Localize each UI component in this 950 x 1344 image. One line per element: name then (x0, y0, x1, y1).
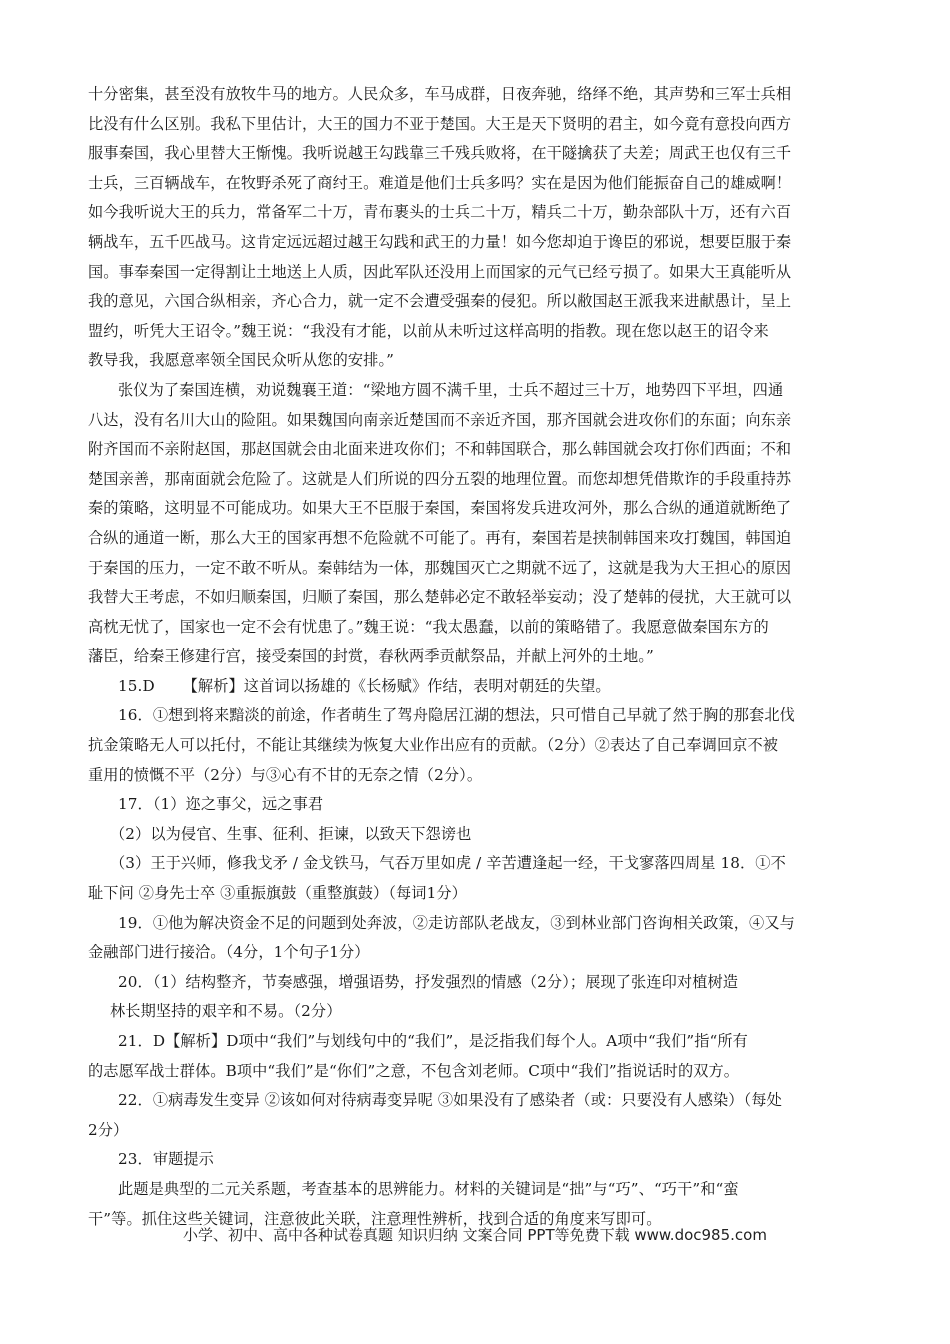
text-line: 张仪为了秦国连横，劝说魏襄王道：“梁地方圆不满千里，士兵不超过三十万，地势四下平坦，四通 (118, 380, 784, 399)
text-line: 20．（1）结构整齐，节奏感强，增强语势，抒发强烈的情感（2分）；展现了张连印对植树造 (118, 972, 739, 991)
text-line: 楚国亲善，那南面就会危险了。这就是人们所说的四分五裂的地理位置。而您却想凭借欺诈的手段重持苏 (88, 469, 792, 488)
text-line: 林长期坚持的艰辛和不易。（2分） (110, 1002, 342, 1021)
text-line: 十分密集，甚至没有放牧牛马的地方。人民众多，车马成群，日夜奔驰，络绎不绝，其声势和三军士兵相 (88, 85, 792, 103)
text-line: 金融部门进行接洽。（4分，1个句子1分） (88, 943, 370, 962)
text-line: （2）以为侵官、生事、征利、拒谏，以致天下怨谤也 (110, 824, 472, 843)
text-line: 19．①他为解决资金不足的问题到处奔波，②走访部队老战友，③到林业部门咨询相关政策，④又与 (118, 913, 795, 932)
text-line: 比没有什么区别。我私下里估计，大王的国力不亚于楚国。大王是天下贤明的君主，如今竟有意投向西方 (88, 114, 792, 133)
text-line: 23．审题提示 (118, 1150, 214, 1169)
text-line: （3）王于兴师，修我戈矛 / 金戈铁马，气吞万里如虎 / 辛苦遭逢起一经，干戈寥落四周星 18．①不 (110, 854, 786, 873)
text-line: 服事秦国，我心里替大王惭愧。我听说越王勾践靠三千残兵败将，在干隧擒获了夫差；周武王也仅有三千 (88, 144, 792, 163)
text-line: 附齐国而不亲附赵国，那赵国就会由北面来进攻你们；不和韩国联合，那么韩国就会攻打你们西面；不和 (88, 440, 792, 459)
text-line: 的志愿军战士群体。B项中“我们”是“你们”之意，不包含刘老师。C项中“我们”指说话时的双方。 (88, 1061, 740, 1080)
text-line: 干”等。抓住这些关键词，注意彼此关联，注意理性辨析，找到合适的角度来写即可。 (88, 1209, 662, 1228)
text-line: 我的意见，六国合纵相亲，齐心合力，就一定不会遭受强秦的侵犯。所以敝国赵王派我来进献愚计，呈上 (88, 292, 792, 311)
text-line: 22．①病毒发生变异 ②该如何对待病毒变异呢 ③如果没有了感染者（或：只要没有人感染）（每处 (118, 1091, 782, 1110)
text-line: 17．（1）迩之事父，远之事君 (118, 795, 324, 814)
text-line: 藩臣，给秦王修建行宫，接受秦国的封赏，春秋两季贡献祭品，并献上河外的土地。” (88, 647, 654, 666)
text-line: 八达，没有名川大山的险阻。如果魏国向南亲近楚国而不亲近齐国，那齐国就会进攻你们的东面；向东亲 (88, 410, 792, 429)
text-line: 此题是典型的二元关系题，考查基本的思辨能力。材料的关键词是“拙”与“巧”、“巧干”和“蛮 (118, 1179, 739, 1198)
text-line: 2分） (88, 1120, 129, 1139)
footer-download-banner: 小学、初中、高中各种试卷真题 知识归纳 文案合同 PPT等免费下载 www.doc985.com (183, 1226, 767, 1244)
document-body (88, 80, 868, 1234)
text-line: 高枕无忧了，国家也一定不会有忧患了。”魏王说：“我太愚蠢，以前的策略错了。我愿意做秦国东方的 (88, 617, 769, 636)
text-line: 抗金策略无人可以托付，不能让其继续为恢复大业作出应有的贡献。（2分）②表达了自己奉调回京不被 (88, 736, 779, 755)
text-line: 重用的愤慨不平（2分）与③心有不甘的无奈之情（2分）。 (88, 765, 483, 784)
text-line: 辆战车，五千匹战马。这肯定远远超过越王勾践和武王的力量！如今您却迫于谗臣的邪说，想要臣服于秦 (88, 232, 792, 251)
text-line: 15.D 【解析】这首词以扬雄的《长杨赋》作结，表明对朝廷的失望。 (118, 676, 611, 695)
text-line: 21．D【解析】D项中“我们”与划线句中的“我们”，是泛指我们每个人。A项中“我们”指“所有 (118, 1032, 748, 1050)
text-line: 如今我听说大王的兵力，常备军二十万，青布裹头的士兵二十万，精兵二十万，勤杂部队十万，还有六百 (88, 203, 792, 222)
text-line: 合纵的通道一断，那么大王的国家再想不危险就不可能了。再有，秦国若是挟制韩国来攻打魏国，韩国迫 (88, 528, 792, 547)
text-line: 于秦国的压力，一定不敢不听从。秦韩结为一体，那魏国灭亡之期就不远了，这就是我为大王担心的原因 (88, 558, 792, 577)
text-line: 秦的策略，这明显不可能成功。如果大王不臣服于秦国，秦国将发兵进攻河外，那么合纵的通道就断绝了 (88, 499, 792, 518)
text-line: 盟约，听凭大王诏令。”魏王说：“我没有才能，以前从未听过这样高明的指教。现在您以赵王的诏令来 (88, 321, 769, 340)
text-line: 士兵，三百辆战车，在牧野杀死了商纣王。难道是他们士兵多吗？实在是因为他们能振奋自己的雄威啊！ (88, 173, 792, 192)
text-line: 国。事奉秦国一定得割让土地送上人质，因此军队还没用上而国家的元气已经亏损了。如果大王真能听从 (88, 262, 792, 281)
text-line: 16．①想到将来黯淡的前途，作者萌生了驾舟隐居江湖的想法，只可惜自己早就了然于胸的那套北伐 (118, 706, 795, 725)
text-line: 我替大王考虑，不如归顺秦国，归顺了秦国，那么楚韩必定不敢轻举妄动；没了楚韩的侵扰，大王就可以 (88, 588, 792, 607)
text-line: 耻下问 ②身先士卒 ③重振旗鼓（重整旗鼓）（每词1分） (88, 884, 467, 903)
text-line: 教导我，我愿意率领全国民众听从您的安排。” (88, 351, 395, 370)
